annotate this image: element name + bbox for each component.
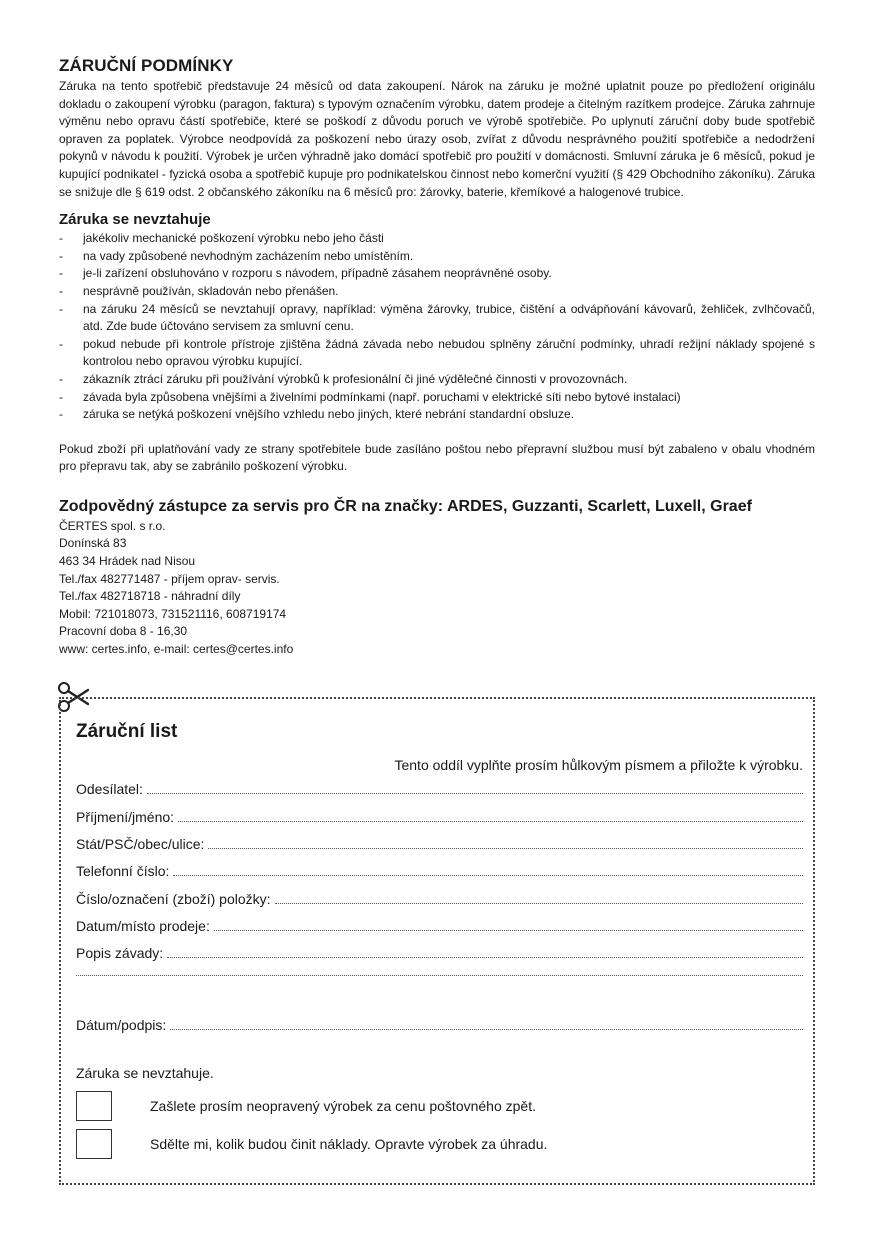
option-label: Sdělte mi, kolik budou činit náklady. Opravte výrobek za úhradu. xyxy=(150,1136,548,1152)
option-return-unrepaired[interactable] xyxy=(76,1091,536,1121)
service-title: Zodpovědný zástupce za servis pro ČR na značky: ARDES, Guzzanti, Scarlett, Luxell, Graef xyxy=(59,497,752,515)
phone-field[interactable] xyxy=(76,863,803,879)
address-field[interactable] xyxy=(76,836,803,852)
exclusions-list xyxy=(59,230,815,424)
shipping-note: Pokud zboží při uplatňování vady ze strany spotřebitele bude zasíláno poštou nebo přepravní službou musí být zabaleno v obalu vhodném pro přepravu tak, aby se zabránilo poškození výrobku. xyxy=(59,441,815,474)
warranty-paragraph: Záruka na tento spotřebič představuje 24 měsíců od data zakoupení. Nárok na záruku je možné uplatnit pouze po předložení originálu dokladu o zakoupení výrobku (paragon, faktura) s typovým označením výrobku, datem prodeje a čitelným razítkem prodejce. Záruka zahrnuje výměnu nebo opravu částí spotřebiče, které se poškodí z důvodu poruch ve výrobě spotřebiče. Po uplynutí záruční doby bude spotřebič opraven za poplatek. Výrobce neodpovídá za poškození nebo úrazy osob, zvířat z důvodu nesprávného použití spotřebiče a nedodržení pokynů v návodu k použití. Výrobek je určen výhradně jako domácí spotřebič pro použití v domácnosti. Smluvní záruka je 6 měsíců, pokud je kupující podnikatel - fyzická osoba a spotřebič kupuje pro podnikatelskou činnost nebo komerční využití (§ 429 Obchodního zákoníku). Záruka se snižuje dle § 619 odst. 2 občanského zákoníku na 6 měsíců pro: žárovky, baterie, křemíkové a halogenové trubice. xyxy=(59,79,815,199)
city: 463 34 Hrádek nad Nisou xyxy=(59,554,196,569)
phone-service: Tel./fax 482771487 - příjem oprav- servis. xyxy=(59,571,280,586)
signature-field[interactable] xyxy=(76,1017,803,1033)
name-field[interactable] xyxy=(76,809,803,825)
card-instruction: Tento oddíl vyplňte prosím hůlkovým písmem a přiložte k výrobku. xyxy=(394,757,803,773)
name-label: Příjmení/jméno: xyxy=(76,809,175,825)
checkbox[interactable] xyxy=(76,1091,112,1121)
list-item: - závada byla způsobena vnějšími a živelními podmínkami (např. poruchami v elektrické síti nebo bytové instalaci) xyxy=(59,389,815,407)
option-label: Zašlete prosím neopravený výrobek za cenu poštovného zpět. xyxy=(150,1098,536,1114)
list-item: - záruka se netýká poškození vnějšího vzhledu nebo jiných, které nebrání standardní obsluze. xyxy=(59,406,815,424)
card-title: Záruční list xyxy=(76,721,178,742)
list-item: - na vady způsobené nevhodným zacházením nebo umístěním. xyxy=(59,248,815,266)
list-item: - zákazník ztrácí záruku při používání výrobků k profesionální či jiné výdělečné činnosti v provozovnách. xyxy=(59,371,815,389)
list-item: - je-li zařízení obsluhováno v rozporu s návodem, případně zásahem neoprávněné osoby. xyxy=(59,265,815,283)
web-email: www: certes.info, e-mail: certes@certes.info xyxy=(59,642,294,657)
sale-label: Datum/místo prodeje: xyxy=(76,918,210,934)
defect-extra-line[interactable] xyxy=(76,974,803,976)
defect-label: Popis závady: xyxy=(76,945,164,961)
sender-label: Odesílatel: xyxy=(76,781,143,797)
exclusions-title: Záruka se nevztahuje xyxy=(59,211,211,229)
item-label: Číslo/označení (zboží) položky: xyxy=(76,891,271,907)
phone-label: Telefonní číslo: xyxy=(76,863,170,879)
working-hours: Pracovní doba 8 - 16,30 xyxy=(59,624,188,639)
sender-field[interactable] xyxy=(76,781,803,797)
mobile: Mobil: 721018073, 731521116, 608719174 xyxy=(59,606,287,621)
signature-label: Dátum/podpis: xyxy=(76,1017,167,1033)
option-repair-paid[interactable] xyxy=(76,1129,547,1159)
list-item: - pokud nebude při kontrole přístroje zjištěna žádná závada nebo nebudou splněny záruční podmínky, uhradí režijní náklady spojené s kontrolou nebo opravou výrobku kupující. xyxy=(59,336,815,371)
company-name: ČERTES spol. s r.o. xyxy=(59,518,166,533)
list-item: - na záruku 24 měsíců se nevztahují opravy, například: výměna žárovky, trubice, čištění a odvápňování kávovarů, žehliček, zvlhčovačů, atd. Zde bude účtováno servisem za smluvní cenu. xyxy=(59,301,815,336)
phone-parts: Tel./fax 482718718 - náhradní díly xyxy=(59,589,241,604)
warranty-page xyxy=(59,56,815,659)
checkbox[interactable] xyxy=(76,1129,112,1159)
list-item: - nesprávně používán, skladován nebo přenášen. xyxy=(59,283,815,301)
not-covered-text: Záruka se nevztahuje. xyxy=(76,1065,214,1081)
defect-field[interactable] xyxy=(76,945,803,961)
warranty-title: ZÁRUČNÍ PODMÍNKY xyxy=(59,56,234,75)
address-label: Stát/PSČ/obec/ulice: xyxy=(76,836,205,852)
sale-field[interactable] xyxy=(76,918,803,934)
street: Donínská 83 xyxy=(59,536,127,551)
list-item: - jakékoliv mechanické poškození výrobku nebo jeho části xyxy=(59,230,815,248)
service-contact xyxy=(59,518,815,659)
item-field[interactable] xyxy=(76,891,803,907)
warranty-card xyxy=(59,697,815,1185)
